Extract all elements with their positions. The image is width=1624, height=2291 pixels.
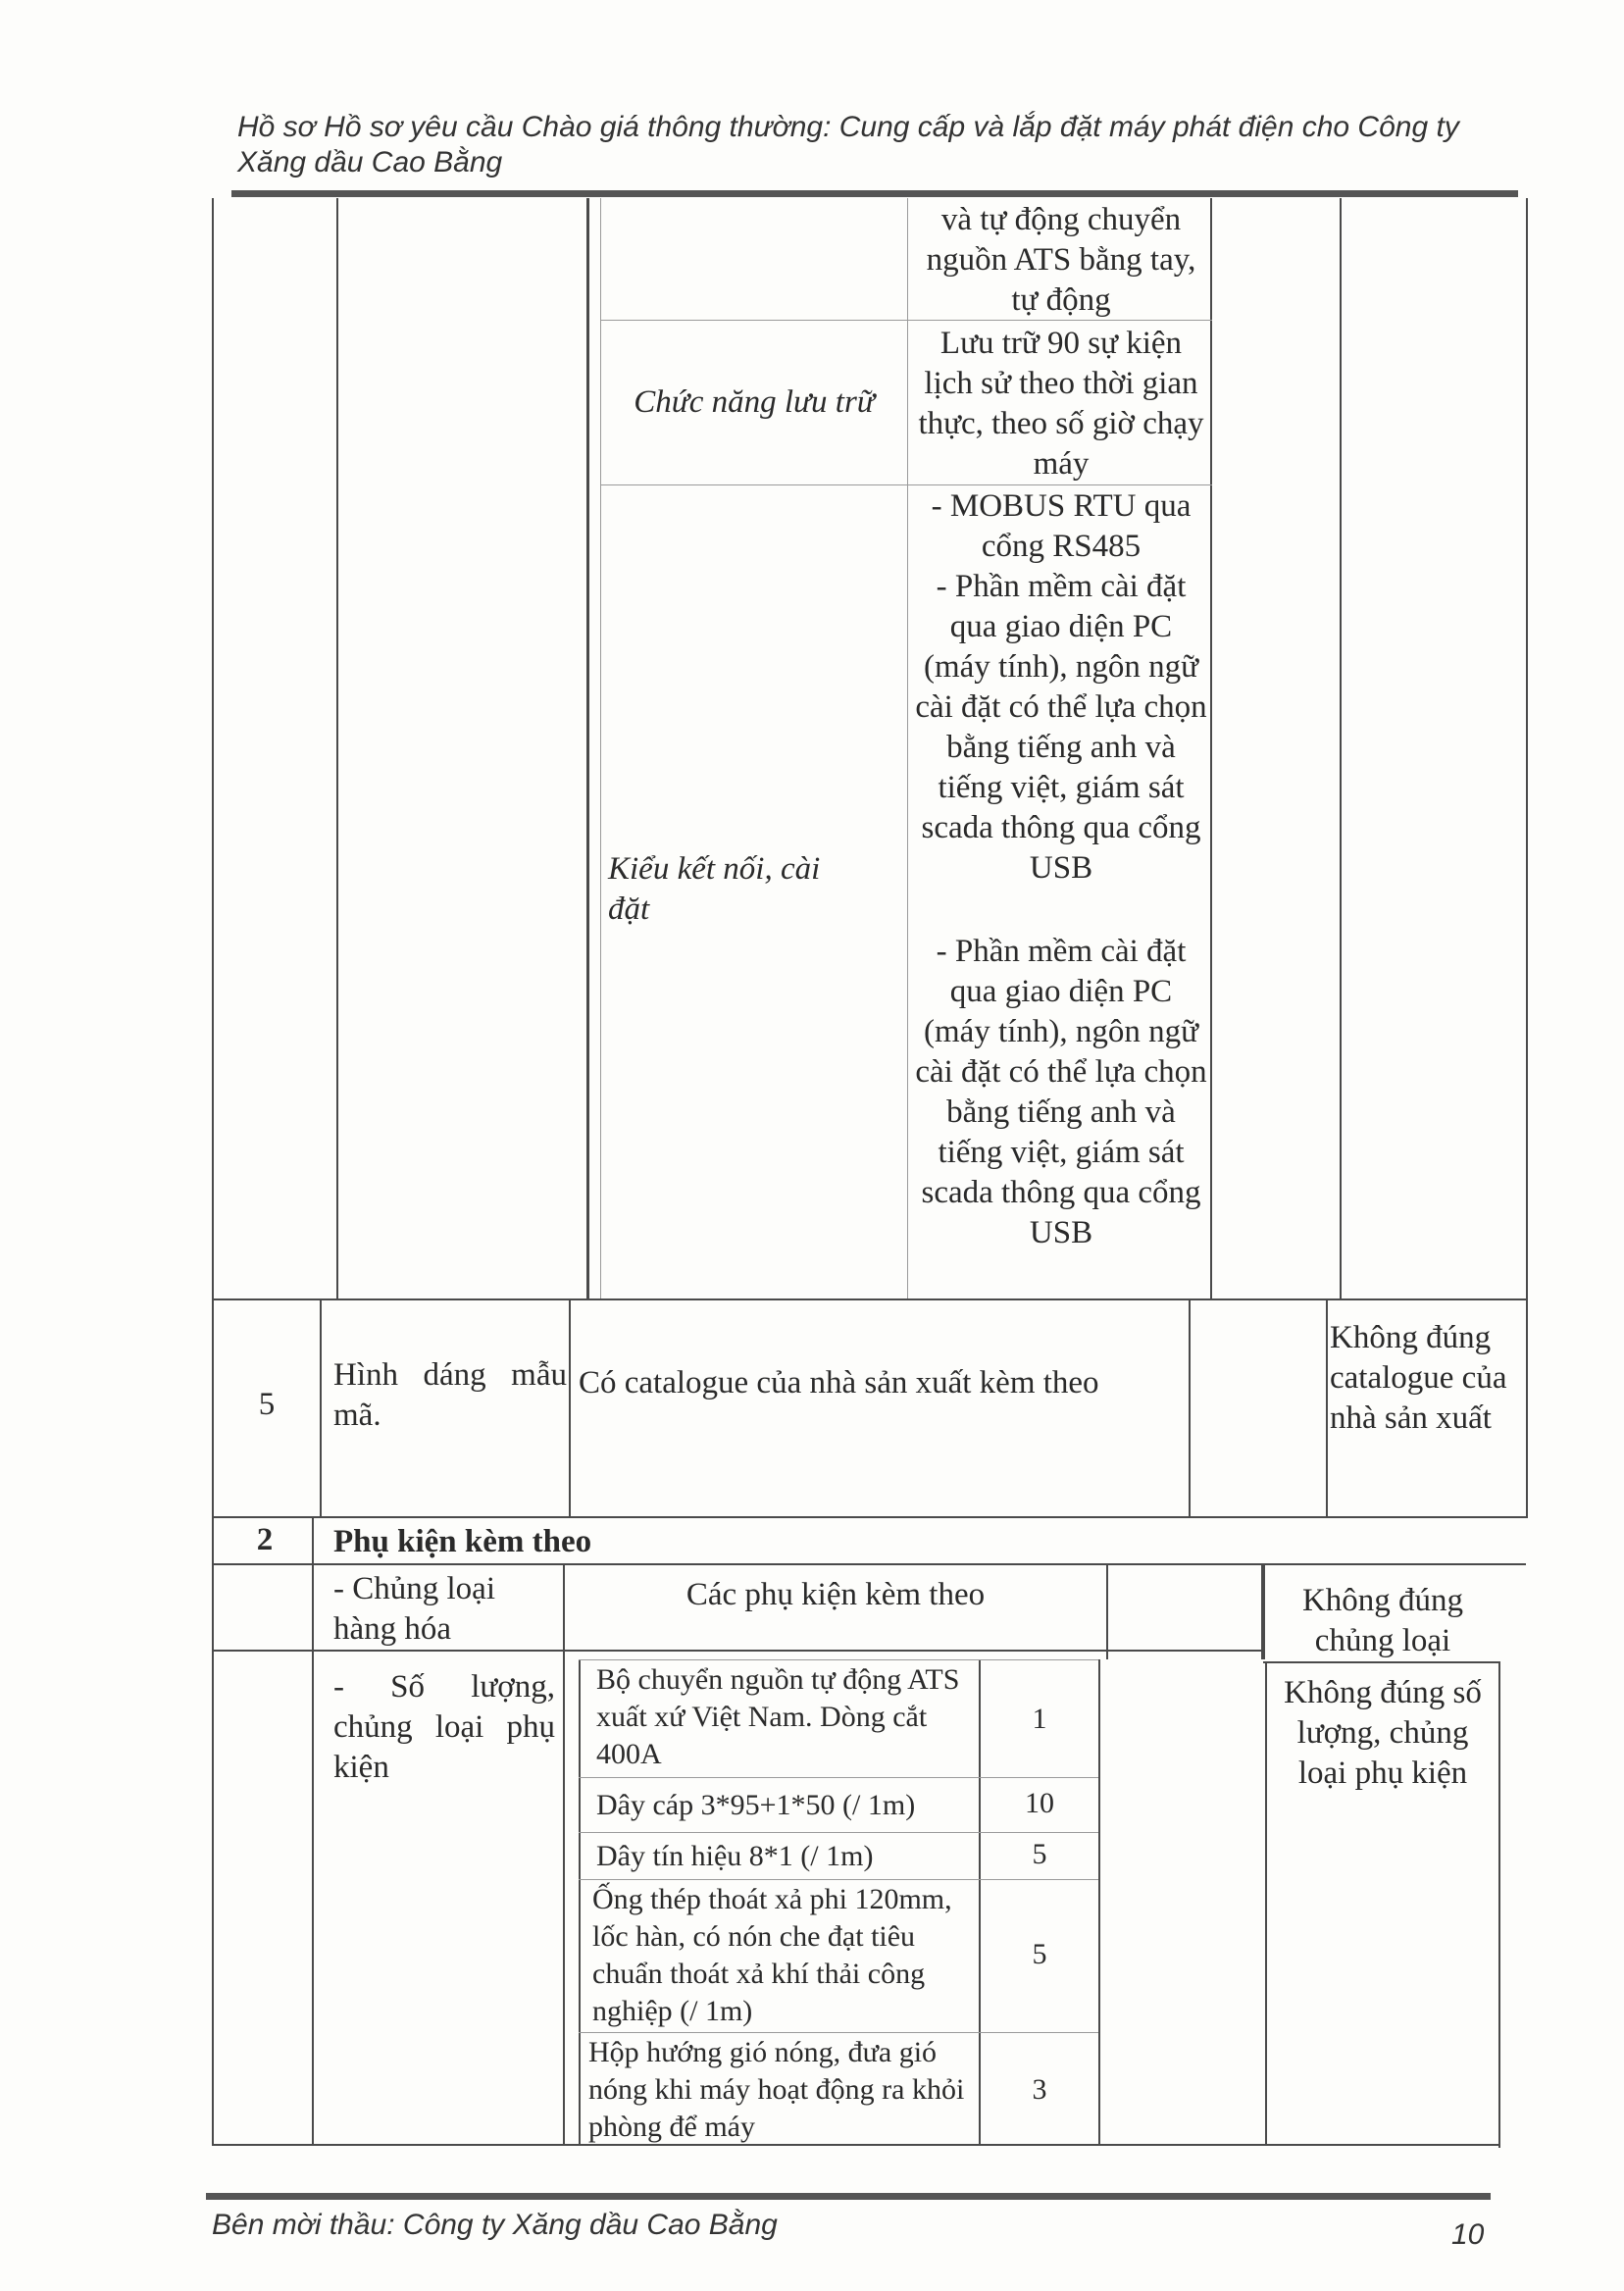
type-label: - Chủng loại hàng hóa <box>333 1571 495 1647</box>
type-failure: Không đúng chủng loại <box>1301 1583 1464 1658</box>
footer-rule <box>206 2193 1491 2200</box>
accessory-qty-4: 5 <box>1032 1938 1047 1970</box>
page-header-title: Hồ sơ Hồ sơ yêu cầu Chào giá thông thường: Cung cấp và lắp đặt máy phát điện cho Công ty Xăng dầu Cao Bằng <box>237 111 1459 178</box>
section-2-divider <box>312 1516 314 2146</box>
storage-label: Chức năng lưu trữ <box>634 384 875 420</box>
connection-label: Kiểu kết nối, cài đặt <box>608 851 821 927</box>
connection-value-3: - Phần mềm cài đặt qua giao diện PC (máy tính), ngôn ngữ cài đặt có thể lựa chọn bằng tiếng anh và tiếng việt, giám sát scada thông qua cổng USB <box>915 934 1207 1250</box>
qty-failure: Không đúng số lượng, chủng loại phụ kiện <box>1284 1675 1482 1791</box>
connection-value-2: - Phần mềm cài đặt qua giao diện PC (máy tính), ngôn ngữ cài đặt có thể lựa chọn bằng tiếng anh và tiếng việt, giám sát scada thông qua cổng USB <box>915 569 1207 886</box>
connection-value-1: - MOBUS RTU qua cổng RS485 <box>931 488 1192 564</box>
storage-value: Lưu trữ 90 sự kiện lịch sử theo thời gian thực, theo số giờ chạy máy <box>918 326 1204 482</box>
type-requirement: Các phụ kiện kèm theo <box>685 1577 986 1612</box>
accessory-qty-3: 5 <box>1032 1838 1047 1870</box>
accessory-qty-2: 10 <box>1025 1787 1054 1819</box>
accessory-name-1: Bộ chuyển nguồn tự động ATS xuất xứ Việt Nam. Dòng cắt 400A <box>596 1663 960 1770</box>
accessory-qty-5: 3 <box>1032 2073 1047 2106</box>
ats-text: và tự động chuyển nguồn ATS bằng tay, tự động <box>926 202 1196 318</box>
accessory-name-4: Ống thép thoát xả phi 120mm, lốc hàn, có nón che đạt tiêu chuẩn thoát xả khí thải công nghiệp (/ 1m) <box>592 1883 952 2027</box>
row-5-requirement: Có catalogue của nhà sản xuất kèm theo <box>579 1365 1099 1400</box>
section-2-bottom-line <box>212 1563 1526 1565</box>
page-number: 10 <box>1451 2218 1485 2251</box>
qty-label: - Số lượng, chủng loại phụ kiện <box>333 1669 555 1785</box>
accessory-name-5: Hộp hướng gió nóng, đưa gió nóng khi máy hoạt động ra khỏi phòng để máy <box>588 2036 965 2143</box>
row-5-number: 5 <box>258 1387 276 1422</box>
footer-procuring-entity: Bên mời thầu: Công ty Xăng dầu Cao Bằng <box>212 2209 778 2241</box>
header-rule <box>231 190 1518 197</box>
section-2-number: 2 <box>256 1522 274 1557</box>
section-2-title: Phụ kiện kèm theo <box>333 1524 592 1559</box>
accessory-name-2: Dây cáp 3*95+1*50 (/ 1m) <box>596 1789 916 1821</box>
row-5-criterion: Hình dáng mẫu mã. <box>333 1357 567 1433</box>
accessory-qty-1: 1 <box>1032 1703 1047 1735</box>
accessory-name-3: Dây tín hiệu 8*1 (/ 1m) <box>596 1840 874 1872</box>
row-5-failure: Không đúng catalogue của nhà sản xuất <box>1330 1320 1507 1436</box>
